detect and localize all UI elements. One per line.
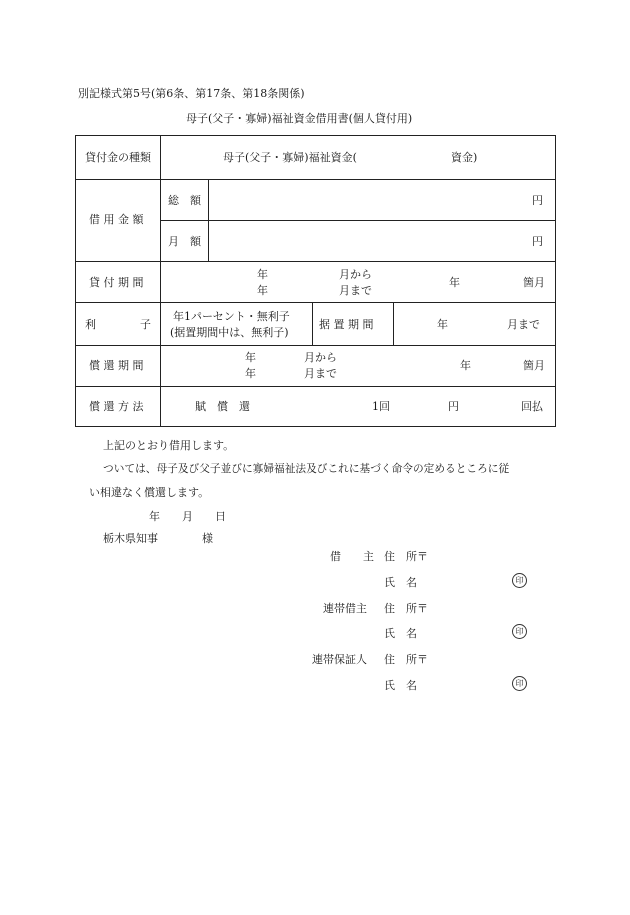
date-line: 年 月 日	[149, 510, 226, 523]
borrower-seal: 印	[512, 573, 527, 588]
deferment-label: 据 置 期 間	[319, 318, 374, 331]
addressee: 栃木県知事 様	[103, 532, 213, 545]
per-time: 1回	[372, 400, 390, 413]
body-line-3: い相違なく償還します。	[89, 486, 210, 499]
guarantor-address-label: 住 所〒	[384, 653, 428, 666]
deferment-year: 年	[437, 318, 448, 331]
repay-end-year: 年	[245, 367, 256, 380]
interest-rate: 年1パーセント・無利子	[173, 310, 290, 323]
repay-years: 年	[460, 359, 471, 372]
guarantor-role: 連帯保証人	[312, 653, 367, 666]
joint-borrower-seal: 印	[512, 624, 527, 639]
repay-to-month: 月まで	[304, 367, 337, 380]
loan-end-year: 年	[257, 284, 268, 297]
kind-value: 母子(父子・寡婦)福祉資金(	[223, 151, 357, 164]
kind-label: 貸付金の種類	[85, 151, 151, 164]
borrower-name-label: 氏 名	[384, 576, 417, 589]
installment-type: 賦 償 還	[195, 400, 250, 413]
times-paid: 回払	[521, 400, 543, 413]
deferment-to-month: 月まで	[507, 318, 540, 331]
guarantor-name-label: 氏 名	[384, 679, 417, 692]
loan-period-label: 貸 付 期 間	[89, 276, 144, 289]
total-label: 総 額	[168, 194, 201, 207]
loan-years: 年	[449, 276, 460, 289]
total-yen: 円	[532, 194, 543, 207]
repay-from-month: 月から	[304, 351, 337, 364]
repay-period-label: 償 還 期 間	[89, 359, 144, 372]
repay-start-year: 年	[245, 351, 256, 364]
loan-table	[75, 135, 556, 427]
interest-note: (据置期間中は、無利子)	[170, 326, 289, 339]
loan-start-year: 年	[257, 268, 268, 281]
borrower-role: 借 主	[330, 550, 374, 563]
monthly-label: 月 額	[168, 235, 201, 248]
body-line-2: ついては、母子及び父子並びに寡婦福祉法及びこれに基づく命令の定めるところに従	[103, 462, 510, 475]
borrower-address-label: 住 所〒	[384, 550, 428, 563]
repay-method-label: 償 還 方 法	[89, 400, 144, 413]
joint-borrower-name-label: 氏 名	[384, 627, 417, 640]
joint-borrower-address-label: 住 所〒	[384, 602, 428, 615]
monthly-yen: 円	[532, 235, 543, 248]
body-line-1: 上記のとおり借用します。	[103, 439, 235, 452]
loan-months: 箇月	[523, 276, 545, 289]
interest-label: 利 子	[85, 318, 151, 331]
loan-to-month: 月まで	[339, 284, 372, 297]
amount-label: 借 用 金 額	[89, 213, 144, 226]
document-title: 母子(父子・寡婦)福祉資金借用書(個人貸付用)	[186, 112, 413, 125]
joint-borrower-role: 連帯借主	[323, 602, 367, 615]
kind-suffix: 資金)	[451, 151, 478, 164]
guarantor-seal: 印	[512, 676, 527, 691]
per-time-yen: 円	[448, 400, 459, 413]
repay-months: 箇月	[523, 359, 545, 372]
form-number: 別記様式第5号(第6条、第17条、第18条関係)	[78, 87, 305, 100]
loan-from-month: 月から	[339, 268, 372, 281]
